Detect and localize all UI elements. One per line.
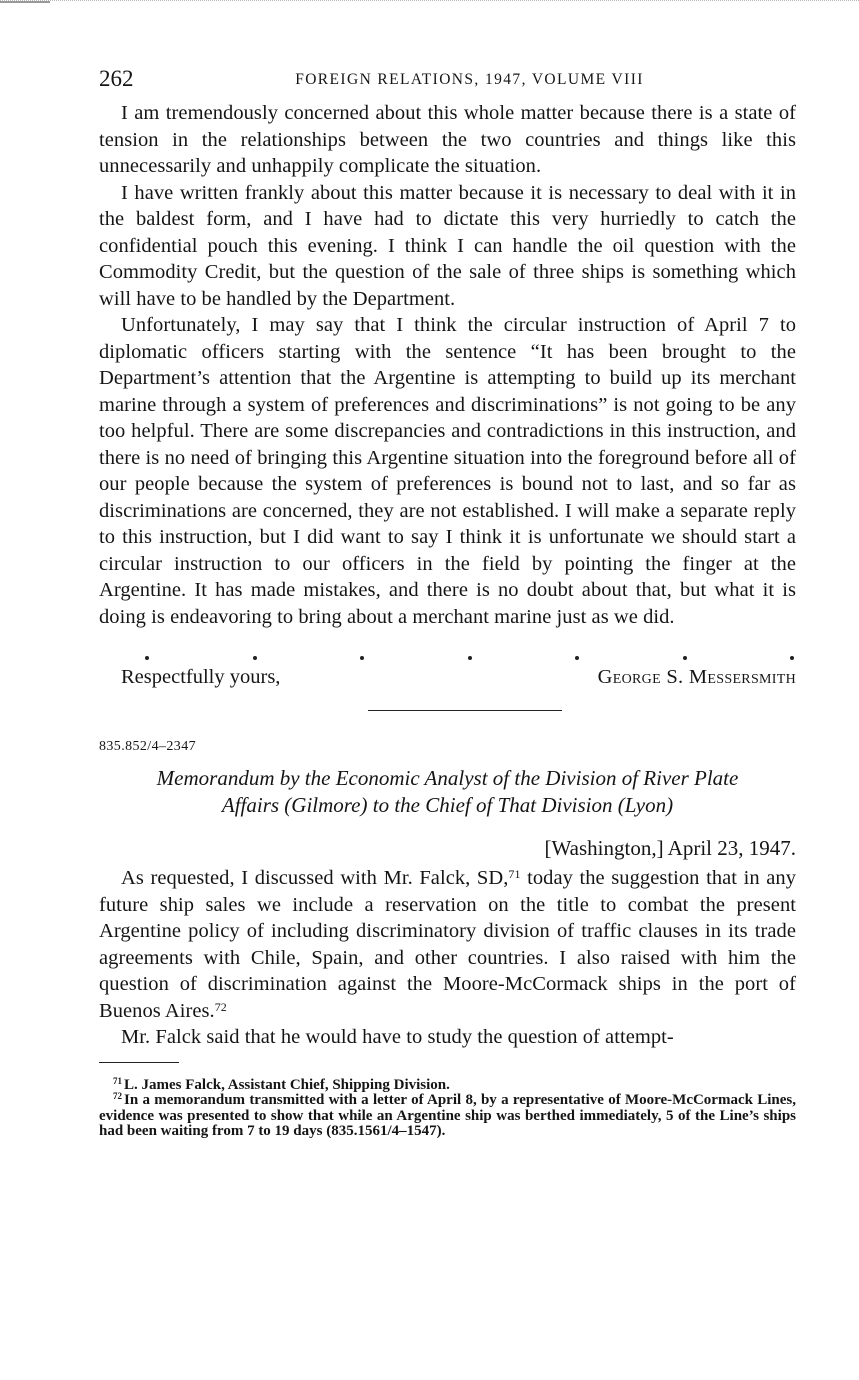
footnote-rule: [99, 1062, 179, 1063]
memorandum-title: [99, 765, 796, 819]
paragraph-text: As requested, I discussed with Mr. Falck, SD,: [121, 867, 509, 889]
dateline: [Washington,] April 23, 1947.: [544, 836, 796, 860]
footnote: [99, 1075, 796, 1094]
ellipsis-dot: [145, 656, 149, 660]
section-divider: [368, 710, 562, 711]
page-number: 262: [99, 66, 134, 91]
file-number: 835.852/4–2347: [99, 739, 196, 754]
ellipsis-dot: [468, 656, 472, 660]
complimentary-close: Respectfully yours,: [121, 666, 281, 688]
footnote: [99, 1093, 796, 1140]
letter-paragraph: I am tremendously concerned about this whole matter because there is a state of tension in the relationships between the two countries and things like this unnecessarily and unhappily complicate the situation.: [99, 102, 796, 177]
footnote-reference: 71: [508, 867, 521, 881]
ellipsis-dot: [253, 656, 257, 660]
letter-closing: [99, 666, 796, 689]
ellipsis-dot: [790, 656, 794, 660]
paragraph-text: today the suggestion that in any future ship sales we include a reservation on the title to combat the present Argentine policy of including discriminatory division of traffic clauses in its trade agreements with Chile, Spain, and other countries. I also raised with him the question of discrimination against the Moore-McCormack ships in the port of Buenos Aires.: [99, 867, 796, 1022]
ellipsis-dot: [360, 656, 364, 660]
letter-paragraph: Unfortunately, I may say that I think the circular instruction of April 7 to diplomatic officers starting with the sentence “It has been brought to the Department’s attention that the Argentine is attempting to build up its merchant marine through a system of preferences and discriminations” is not going to be any too helpful. There are some discrepancies and contradictions in this instruction, and there is no need of bringing this Argentine situation into the foreground before all of our people because the system of preferences is bound not to last, and so far as discriminations are concerned, they are not established. I will make a separate reply to this instruction, but I did want to say I think it is unfortunate we should start a circular instruction to our officers in the field by pointing the finger at the Argentine. It has made mistakes, and there is no doubt about that, but what it is doing is endeavoring to bring about a merchant marine just as we did.: [99, 314, 796, 628]
running-title: FOREIGN RELATIONS, 1947, VOLUME VIII: [295, 71, 644, 88]
memorandum-paragraph: Mr. Falck said that he would have to study the question of attempt-: [121, 1026, 674, 1048]
footnote-number: 72: [113, 1091, 122, 1101]
footnote-text: In a memorandum transmitted with a letter of April 8, by a representative of Moore-McCormack Lines, evidence was presented to show that while an Argentine ship was berthed immediately, 5 of the Line’s ships had been waiting from 7 to 19 days (835.1561/4–1547).: [99, 1092, 796, 1139]
letter-paragraph: I have written frankly about this matter because it is necessary to deal with it in the baldest form, and I have had to dictate this very hurriedly to catch the confidential pouch this evening. I think I can handle the oil question with the Commodity Credit, but the question of the sale of three ships is something which will have to be handled by the Department.: [99, 181, 796, 310]
footnotes: [99, 1075, 796, 1140]
ellipsis-dot: [683, 656, 687, 660]
footnote-number: 71: [113, 1075, 122, 1086]
signature: George S. Messersmith: [597, 666, 796, 688]
scan-edge-artifact: [0, 0, 859, 8]
memorandum-title-line: Memorandum by the Economic Analyst of the Division of River Plate: [156, 766, 739, 790]
document-page: [99, 60, 796, 1140]
footnote-reference: 72: [214, 999, 227, 1014]
running-head: [99, 60, 796, 100]
memorandum-paragraph: [99, 865, 796, 1024]
footnote-text: L. James Falck, Assistant Chief, Shipping Division.: [124, 1076, 450, 1093]
ellipsis-dot: [575, 656, 579, 660]
ellipsis-row: [99, 638, 796, 660]
memorandum-title-line: Affairs (Gilmore) to the Chief of That Division (Lyon): [221, 793, 674, 817]
